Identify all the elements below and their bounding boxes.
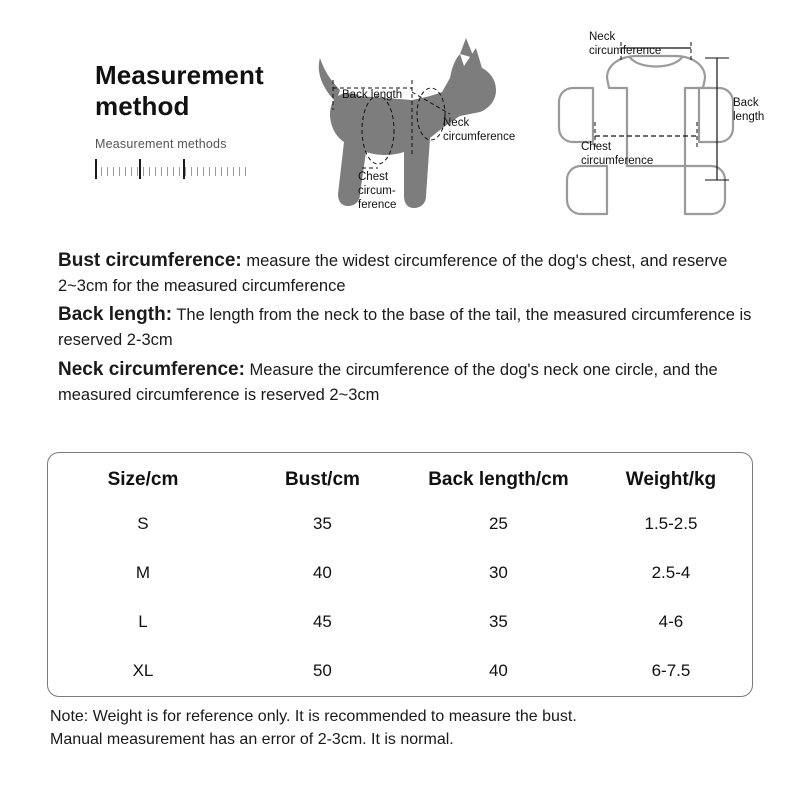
table-row xyxy=(48,548,752,597)
table-row xyxy=(48,647,752,696)
column-header-size: Size/cm xyxy=(107,469,179,490)
description-neck-text: Measure the circumference of the dog's neck one circle, and the measured circumference is reserved 2~3cm xyxy=(58,360,718,404)
cell-size: M xyxy=(135,562,151,582)
cell-bust: 40 xyxy=(312,562,332,582)
dog-chest-label-line1: Chest xyxy=(358,171,389,183)
coat-neck-label-line1: Neck xyxy=(589,31,616,43)
page-title-line1: Measurement xyxy=(95,60,264,90)
note-block xyxy=(50,705,770,751)
cell-bust: 35 xyxy=(312,513,332,533)
dog-back-length-label: Back length xyxy=(342,89,403,101)
page-title xyxy=(95,60,305,121)
cell-back: 25 xyxy=(488,513,508,533)
cell-bust: 45 xyxy=(312,612,332,632)
measurement-descriptions xyxy=(58,248,758,411)
coat-neck-label xyxy=(589,30,661,59)
table-row xyxy=(48,499,752,548)
coat-back-length-label xyxy=(733,96,764,125)
title-block xyxy=(95,60,305,181)
table-row xyxy=(48,598,752,647)
description-back-text: The length from the neck to the base of the tail, the measured circumference is reserved 2-3cm xyxy=(58,306,752,350)
coat-chest-label xyxy=(581,140,653,169)
description-neck xyxy=(58,357,758,407)
coat-back-label-line2: length xyxy=(733,111,765,124)
ruler-icon xyxy=(95,159,247,181)
description-bust-term: Bust circumference: xyxy=(58,250,242,271)
size-chart-table xyxy=(48,453,752,696)
description-bust-text: measure the widest circumference of the dog's chest, and reserve 2~3cm for the measured circumference xyxy=(58,252,728,295)
description-neck-term: Neck circumference: xyxy=(58,358,245,380)
page-title-line2: method xyxy=(95,90,190,121)
cell-size: L xyxy=(138,612,148,632)
coat-chest-label-line2: circumference xyxy=(581,155,654,168)
coat-outline-icon xyxy=(545,18,795,233)
dog-neck-label-line2: circumference xyxy=(443,131,516,144)
note-line2: Manual measurement has an error of 2-3cm. It is normal. xyxy=(50,731,454,749)
description-bust xyxy=(58,248,758,298)
cell-bust: 50 xyxy=(312,661,332,681)
description-back-term: Back length: xyxy=(58,304,173,326)
cell-weight: 6-7.5 xyxy=(651,661,691,681)
cell-size: S xyxy=(137,513,149,533)
note-line1: Note: Weight is for reference only. It is recommended to measure the bust. xyxy=(50,708,577,725)
page-subtitle: Measurement methods xyxy=(95,137,227,152)
description-back xyxy=(58,302,758,352)
cell-weight: 4-6 xyxy=(658,612,684,632)
size-chart-card xyxy=(47,452,753,697)
cell-back: 35 xyxy=(488,612,508,632)
cell-weight: 2.5-4 xyxy=(651,562,691,582)
column-header-weight: Weight/kg xyxy=(625,469,717,490)
dog-chest-label-line2: circum- xyxy=(358,185,396,198)
dog-chest-label-line3: ference xyxy=(358,199,397,212)
dog-neck-label xyxy=(443,116,515,144)
cell-size: XL xyxy=(132,661,154,681)
coat-chest-label-line1: Chest xyxy=(581,141,612,153)
column-header-bust: Bust/cm xyxy=(284,469,360,490)
cell-back: 40 xyxy=(488,661,508,681)
table-header-row xyxy=(48,453,752,499)
coat-neck-label-line2: circumference xyxy=(589,45,662,58)
cell-weight: 1.5-2.5 xyxy=(644,513,698,533)
illustration-band xyxy=(0,0,800,240)
dog-diagram xyxy=(300,18,540,233)
column-header-back: Back length/cm xyxy=(428,469,569,490)
coat-back-label-line1: Back xyxy=(733,97,759,109)
dog-neck-label-line1: Neck xyxy=(443,117,470,129)
cell-back: 30 xyxy=(488,562,508,582)
dog-chest-label xyxy=(358,170,396,212)
coat-diagram xyxy=(545,18,795,233)
